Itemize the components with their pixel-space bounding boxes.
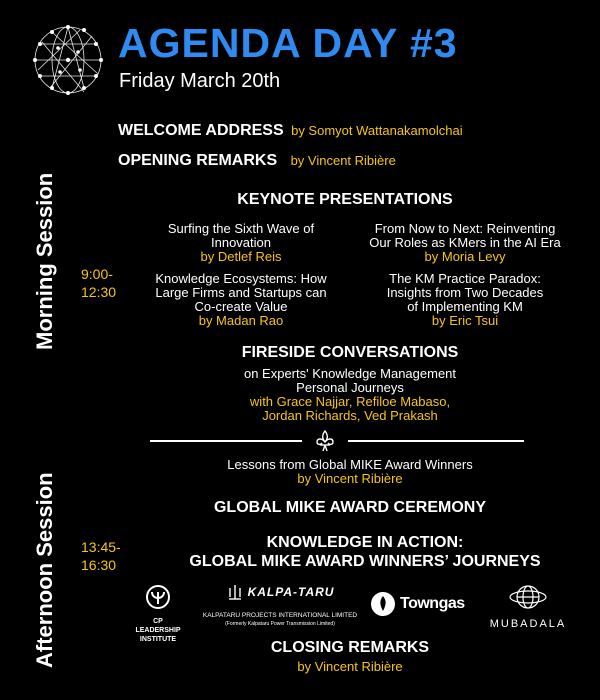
- mubadala-name: MUBADALA: [489, 618, 567, 630]
- keynote-line: From Now to Next: Reinventing: [374, 221, 556, 236]
- welcome-address-title: WELCOME ADDRESS: [118, 122, 284, 139]
- opening-remarks-title: OPENING REMARKS: [118, 152, 278, 169]
- keynote-item: [128, 272, 354, 328]
- closing-speaker: by Vincent Ribière: [297, 659, 403, 674]
- cp-logo-line: CP LEADERSHIP: [135, 618, 181, 634]
- keynote-speaker: by Detlef Reis: [200, 249, 282, 264]
- afternoon-session-label: Afternoon Session: [32, 472, 57, 668]
- keynote-line: Innovation: [211, 235, 271, 250]
- fireside-line: on Experts' Knowledge Management: [243, 366, 457, 381]
- divider-right: [348, 440, 524, 442]
- keynote-speaker: by Madan Rao: [198, 313, 284, 328]
- divider-left: [150, 440, 302, 442]
- mubadala-logo: [488, 583, 568, 630]
- keynote-line: Our Roles as KMers in the AI Era: [369, 235, 561, 250]
- kalpataru-tree-icon: [226, 583, 244, 601]
- keynote-item: [350, 272, 580, 328]
- kalpataru-wordmark: KALPA-TARU: [247, 585, 335, 599]
- morning-time-end: 12:30: [81, 284, 117, 300]
- cp-leadership-icon: [130, 584, 186, 612]
- globe-network-logo: [30, 22, 106, 98]
- keynote-item: [128, 222, 354, 264]
- keynote-line: Large Firms and Startups can: [155, 285, 327, 300]
- kalpataru-line: (Formerly Kalpataru Power Transmission Limited): [225, 621, 335, 627]
- ceremony-title: GLOBAL MIKE AWARD CEREMONY: [213, 499, 486, 516]
- lessons: [150, 458, 550, 486]
- keynote-line: Insights from Two Decades: [386, 285, 544, 300]
- afternoon-time-end: 16:30: [81, 557, 117, 573]
- morning-time-start: 9:00-: [81, 266, 113, 282]
- fireside-title: FIRESIDE CONVERSATIONS: [241, 344, 459, 361]
- keynote-line: Knowledge Ecosystems: How: [155, 271, 327, 286]
- fireside-speakers: with Grace Najjar, Refiloe Mabaso,: [249, 394, 451, 409]
- kalpataru-logo: [200, 583, 360, 629]
- knowledge-title-line: KNOWLEDGE IN ACTION:: [266, 534, 464, 551]
- towngas-logo: [370, 591, 465, 617]
- cp-logo-line: INSTITUTE: [139, 636, 177, 643]
- keynote-line: The KM Practice Paradox:: [389, 271, 541, 286]
- towngas-name: Towngas: [400, 595, 465, 612]
- opening-remarks: [118, 152, 396, 170]
- fireside-details: [130, 367, 570, 423]
- welcome-address: [118, 122, 463, 140]
- keynote-title: KEYNOTE PRESENTATIONS: [237, 191, 453, 208]
- page-date: Friday March 20th: [119, 70, 281, 92]
- closing-title: CLOSING REMARKS: [270, 639, 430, 656]
- afternoon-time: [81, 538, 121, 574]
- opening-remarks-speaker: by Vincent Ribière: [290, 153, 396, 168]
- keynote-speaker: by Moria Levy: [424, 249, 506, 264]
- page-title: AGENDA DAY #3: [118, 20, 458, 66]
- keynote-line: of Implementing KM: [407, 299, 523, 314]
- welcome-address-speaker: by Somyot Wattanakamolchai: [291, 123, 463, 138]
- kalpataru-line: KALPATARU PROJECTS INTERNATIONAL LIMITED: [202, 612, 358, 619]
- cp-leadership-logo: [130, 584, 186, 644]
- keynote-line: Surfing the Sixth Wave of: [167, 221, 315, 236]
- fleur-de-lis-icon: [313, 429, 337, 453]
- fireside-line: Personal Journeys: [296, 380, 404, 395]
- keynote-item: [350, 222, 580, 264]
- lessons-title: Lessons from Global MIKE Award Winners: [227, 457, 473, 472]
- knowledge-title-line: GLOBAL MIKE AWARD WINNERS’ JOURNEYS: [189, 553, 541, 570]
- lessons-speaker: by Vincent Ribière: [297, 471, 403, 486]
- afternoon-time-start: 13:45-: [81, 539, 121, 555]
- morning-session-label: Morning Session: [32, 172, 57, 350]
- knowledge-in-action: [130, 533, 600, 571]
- keynote-speaker: by Eric Tsui: [431, 313, 499, 328]
- morning-time: [81, 265, 116, 301]
- towngas-flame-icon: [370, 591, 396, 617]
- mubadala-globe-icon: [508, 583, 548, 611]
- keynote-line: Co-create Value: [194, 299, 288, 314]
- fireside-speakers: Jordan Richards, Ved Prakash: [262, 408, 438, 423]
